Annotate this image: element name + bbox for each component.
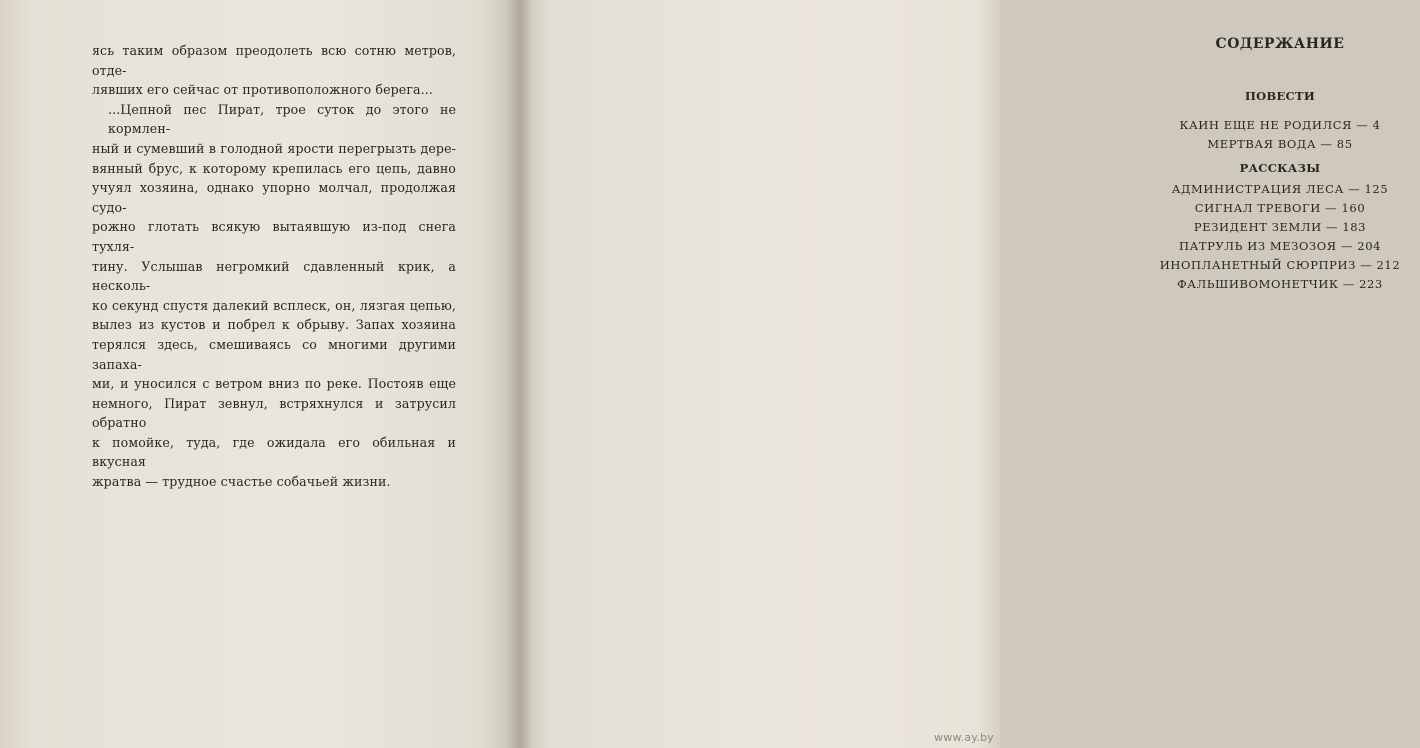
text-line: учуял хозяина, однако упорно молчал, продолжая судо- (92, 180, 456, 215)
text-line: ...Цепной пес Пират, трое суток до этого не кормлен- (108, 101, 456, 137)
table-of-contents (1140, 36, 1420, 291)
toc-entry: ФАЛЬШИВОМОНЕТЧИК — 223 (1177, 277, 1383, 291)
toc-entry: РЕЗИДЕНТ ЗЕМЛИ — 183 (1193, 220, 1367, 234)
section-heading-povesti: ПОВЕСТИ (1244, 89, 1316, 103)
text-line: ми, и уносился с ветром вниз по реке. Постояв еще (92, 376, 456, 392)
toc-entry: АДМИНИСТРАЦИЯ ЛЕСА — 125 (1171, 182, 1389, 196)
text-line: вянный брус, к которому крепилась его цепь, давно (92, 160, 456, 176)
text-line: к помойке, туда, где ожидала его обильная и вкусная (92, 434, 456, 470)
text-line: тину. Услышав негромкий сдавленный крик, а несколь- (92, 258, 456, 294)
text-line: лявших его сейчас от противоположного берега... (92, 82, 433, 98)
text-line: немного, Пират зевнул, встряхнулся и затрусил обратно (92, 395, 456, 431)
toc-entry: ИНОПЛАНЕТНЫЙ СЮРПРИЗ — 212 (1159, 258, 1401, 272)
story-text (92, 41, 456, 492)
right-page (520, 0, 1401, 748)
text-line: ко секунд спустя далекий всплеск, он, лязгая цепью, (92, 297, 456, 313)
watermark: www.ay.by (934, 731, 994, 744)
section-heading-rasskazy: РАССКАЗЫ (1239, 161, 1321, 175)
toc-entry: МЕРТВАЯ ВОДА — 85 (1207, 137, 1353, 151)
toc-entry: СИГНАЛ ТРЕВОГИ — 160 (1194, 201, 1366, 215)
book-gutter (505, 0, 533, 748)
toc-entry: КАИН ЕЩЕ НЕ РОДИЛСЯ — 4 (1179, 118, 1381, 132)
left-page (0, 0, 520, 748)
text-line: вылез из кустов и побрел к обрыву. Запах хозяина (92, 317, 456, 333)
text-line: ясь таким образом преодолеть всю сотню метров, отде- (92, 43, 456, 78)
text-line: терялся здесь, смешиваясь со многими другими запаха- (92, 336, 456, 372)
toc-title: СОДЕРЖАНИЕ (1215, 36, 1345, 52)
toc-entry: ПАТРУЛЬ ИЗ МЕЗОЗОЯ — 204 (1178, 239, 1382, 253)
text-line: жратва — трудное счастье собачьей жизни. (92, 474, 391, 490)
text-line: ный и сумевший в голодной ярости перегрызть дере- (92, 140, 456, 156)
text-line: рожно глотать всякую вытаявшую из-под снега тухля- (92, 219, 456, 254)
